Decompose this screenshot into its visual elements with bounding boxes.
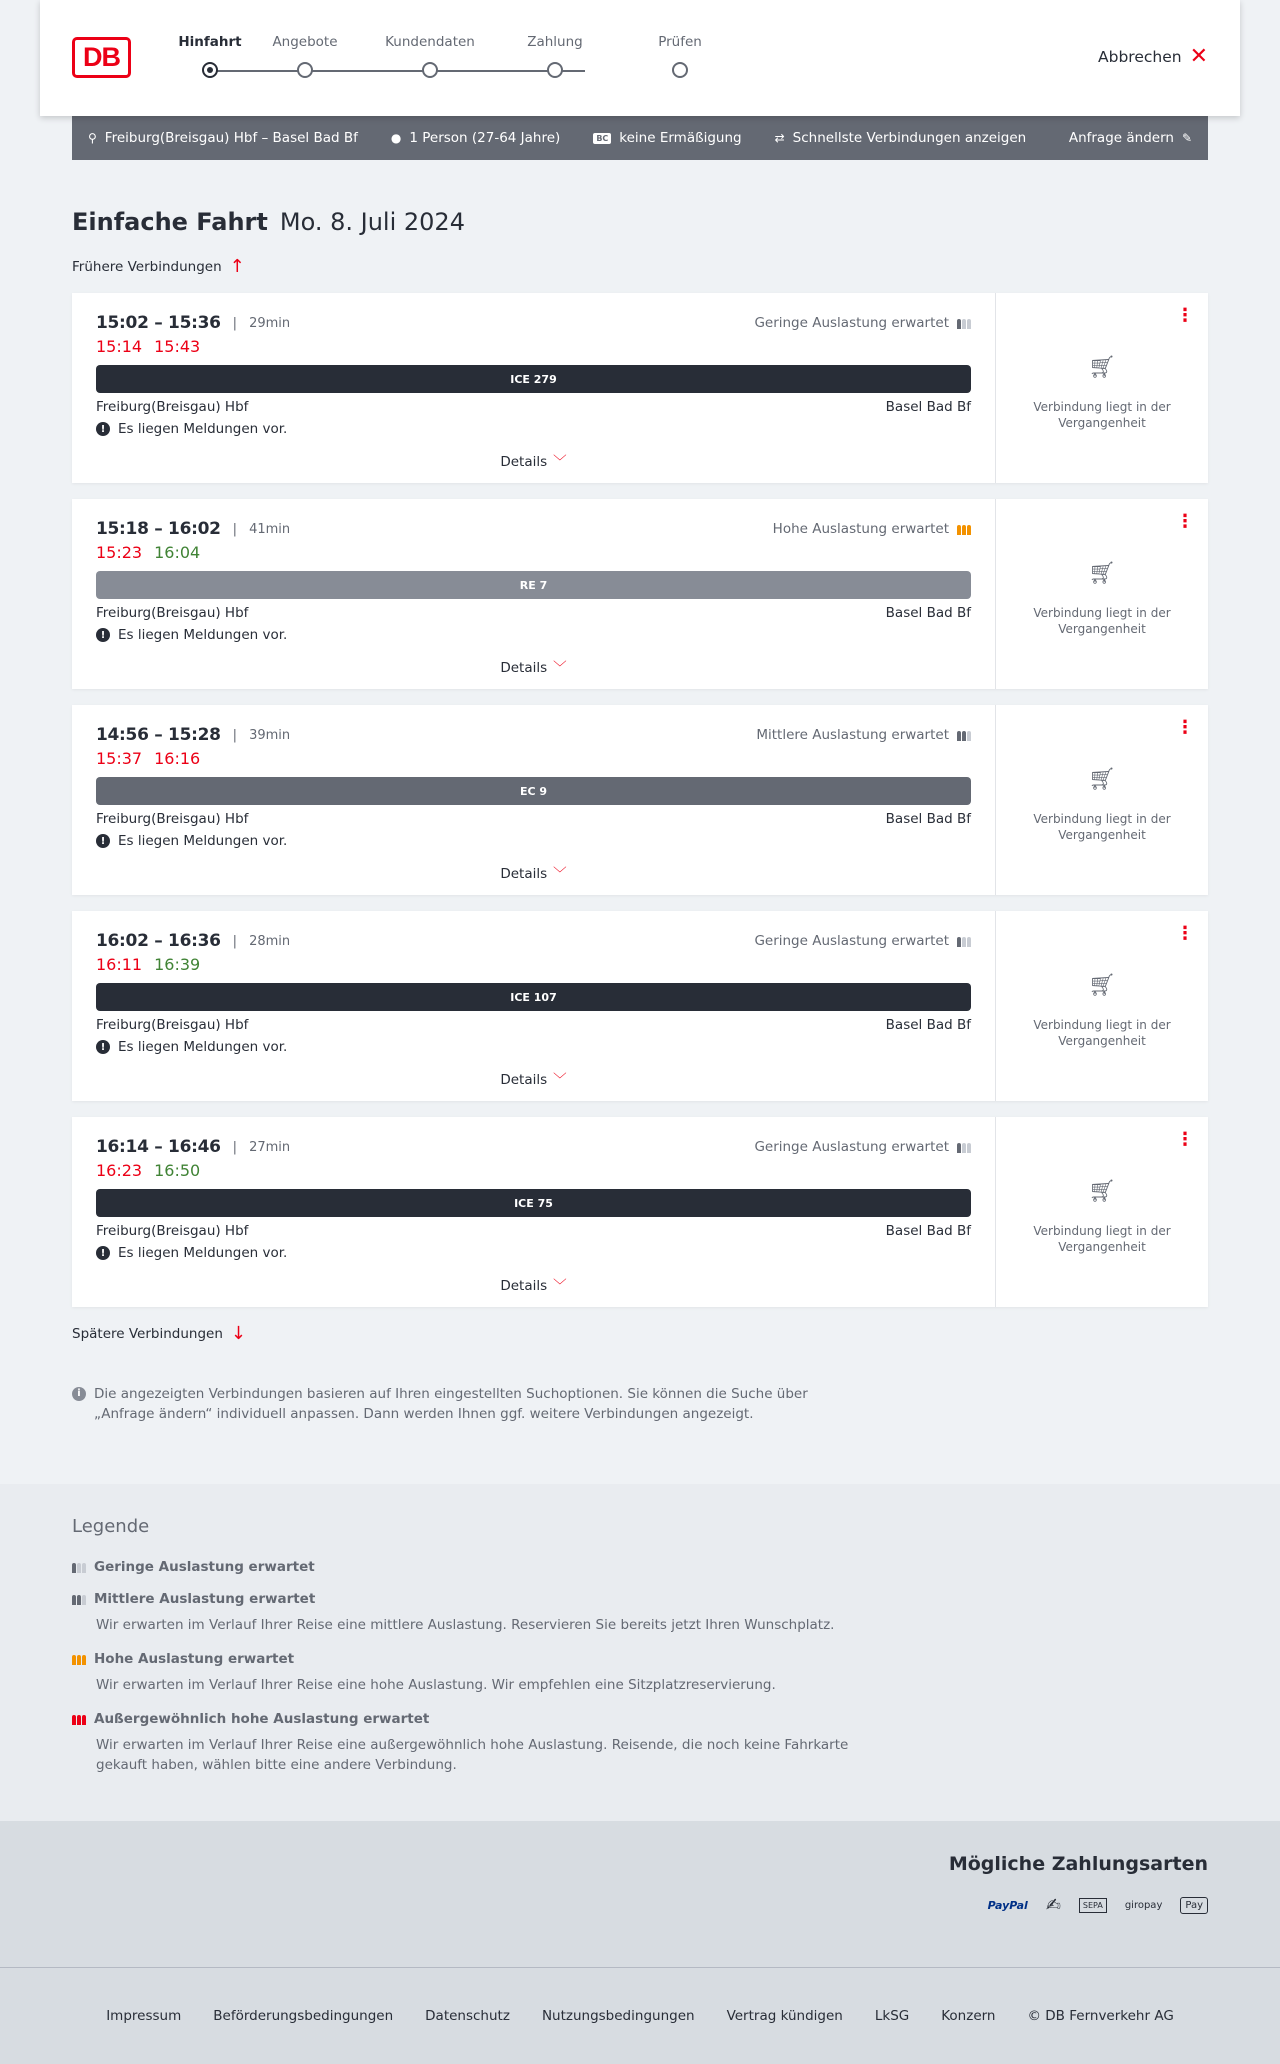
later-connections-link[interactable] <box>72 1323 1280 1344</box>
cancel-label: Abbrechen <box>1098 48 1182 66</box>
connection-main <box>72 293 996 483</box>
scheduled-times: 16:02 – 16:36 <box>96 931 221 951</box>
notice <box>96 1039 287 1055</box>
connection-offer <box>996 499 1208 689</box>
legend <box>0 1484 1280 1821</box>
earlier-connections-link[interactable] <box>72 256 1280 277</box>
footer-link-nutzungsbedingungen[interactable]: Nutzungsbedingungen <box>541 2008 695 2024</box>
fastest-text: Schnellste Verbindungen anzeigen <box>792 130 1027 146</box>
scheduled-times: 16:14 – 16:46 <box>96 1137 221 1157</box>
trip-type: Einfache Fahrt <box>72 208 268 236</box>
payment-icons <box>988 1895 1208 1916</box>
connection-times <box>96 931 290 951</box>
connection-offer <box>996 1117 1208 1307</box>
later-label: Spätere Verbindungen <box>72 1325 223 1342</box>
past-connection-text: Verbindung liegt in der Vergangenheit <box>1033 606 1171 636</box>
duration: 41min <box>249 521 291 537</box>
realtime-times <box>96 955 200 974</box>
medium-load-icon <box>72 1593 86 1605</box>
connection-main <box>72 1117 996 1307</box>
low-load-icon <box>72 1561 86 1573</box>
step-dot <box>547 62 563 78</box>
search-summary-bar <box>72 116 1208 160</box>
summary-fastest <box>775 130 1027 146</box>
departure-station: Freiburg(Breisgau) Hbf <box>96 1223 249 1239</box>
realtime-departure: 15:23 <box>96 543 143 562</box>
step-label: Hinfahrt <box>178 34 242 50</box>
past-connection-text: Verbindung liegt in der Vergangenheit <box>1033 1018 1171 1048</box>
warning-icon: ! <box>96 628 110 642</box>
more-options-icon[interactable]: ⋮ <box>1176 305 1194 326</box>
notice-text: Es liegen Meldungen vor. <box>118 1245 288 1261</box>
load-text: Hohe Auslastung erwartet <box>772 521 949 537</box>
realtime-times <box>96 337 200 356</box>
step-pruefen <box>630 34 730 54</box>
step-dot <box>672 62 688 78</box>
notice <box>96 1245 287 1261</box>
load-text: Geringe Auslastung erwartet <box>754 315 949 331</box>
legend-item-title: Außergewöhnlich hohe Auslastung erwartet <box>94 1711 430 1727</box>
arrival-station: Basel Bad Bf <box>885 605 971 621</box>
departure-station: Freiburg(Breisgau) Hbf <box>96 605 249 621</box>
step-label: Prüfen <box>658 34 702 50</box>
notice <box>96 833 287 849</box>
more-options-icon[interactable]: ⋮ <box>1176 717 1194 738</box>
duration: 39min <box>249 727 291 743</box>
step-label: Angebote <box>272 34 338 50</box>
realtime-times <box>96 543 200 562</box>
step-dot <box>297 62 313 78</box>
realtime-arrival: 16:50 <box>154 1161 201 1180</box>
load-indicator <box>754 1139 971 1155</box>
divider: | <box>232 933 238 949</box>
stepper-line <box>210 70 585 72</box>
notice <box>96 627 287 643</box>
legend-item-extreme <box>72 1711 1208 1775</box>
chevron-down-icon: ﹀ <box>553 1278 567 1294</box>
realtime-times <box>96 749 200 768</box>
header <box>40 0 1240 116</box>
high-load-icon <box>72 1653 86 1665</box>
step-hinfahrt <box>160 34 260 54</box>
connection-card <box>72 705 1208 895</box>
swap-icon: ⇄ <box>774 131 785 145</box>
connection-main <box>72 705 996 895</box>
low-load-icon <box>957 317 971 329</box>
chevron-down-icon: ﹀ <box>553 1072 567 1088</box>
high-load-icon <box>957 523 971 535</box>
realtime-arrival: 16:39 <box>154 955 201 974</box>
close-icon: ✕ <box>1189 44 1208 69</box>
warning-icon: ! <box>96 834 110 848</box>
low-load-icon <box>957 935 971 947</box>
cart-icon: 🛒︎ <box>1088 355 1116 380</box>
train-bar <box>96 1189 971 1217</box>
connection-offer <box>996 293 1208 483</box>
step-label: Zahlung <box>527 34 583 50</box>
past-connection-text: Verbindung liegt in der Vergangenheit <box>1033 812 1171 842</box>
passengers-text: 1 Person (27-64 Jahre) <box>409 130 561 146</box>
booking-stepper <box>160 34 702 84</box>
realtime-departure: 15:14 <box>96 337 143 356</box>
more-options-icon[interactable]: ⋮ <box>1176 923 1194 944</box>
sepa-icon: SEPA <box>1079 1898 1107 1913</box>
notice-text: Es liegen Meldungen vor. <box>118 833 288 849</box>
details-label: Details <box>500 866 548 882</box>
footer-link-impressum[interactable]: Impressum <box>106 2008 182 2024</box>
footer-copyright: © DB Fernverkehr AG <box>1027 2008 1174 2024</box>
bahncard-icon: BC <box>593 133 611 144</box>
cancel-button[interactable] <box>1098 44 1208 69</box>
extreme-load-icon <box>72 1713 86 1725</box>
search-info-note <box>72 1384 862 1424</box>
scheduled-times: 15:02 – 15:36 <box>96 313 221 333</box>
connection-card <box>72 293 1208 483</box>
details-label: Details <box>500 1072 548 1088</box>
departure-station: Freiburg(Breisgau) Hbf <box>96 811 249 827</box>
step-label: Kundendaten <box>385 34 475 50</box>
load-indicator <box>773 521 971 537</box>
legend-item-title: Mittlere Auslastung erwartet <box>94 1591 316 1607</box>
credit-card-icon: ✍ <box>1045 1895 1061 1916</box>
details-toggle[interactable] <box>72 656 995 676</box>
summary-discount <box>593 130 741 146</box>
notice-text: Es liegen Meldungen vor. <box>118 627 288 643</box>
step-dot <box>422 62 438 78</box>
realtime-arrival: 15:43 <box>154 337 201 356</box>
apple-pay-label: Pay <box>1185 1900 1203 1911</box>
load-indicator <box>754 315 971 331</box>
legend-item-title: Hohe Auslastung erwartet <box>94 1651 295 1667</box>
footer-link-vertrag-kuendigen[interactable]: Vertrag kündigen <box>726 2008 843 2024</box>
duration: 28min <box>249 933 291 949</box>
more-options-icon[interactable]: ⋮ <box>1176 1129 1194 1150</box>
past-connection-text: Verbindung liegt in der Vergangenheit <box>1033 400 1171 430</box>
edit-request-label: Anfrage ändern <box>1068 130 1174 146</box>
legend-item-low <box>72 1559 1208 1575</box>
arrival-station: Basel Bad Bf <box>885 399 971 415</box>
edit-request-button[interactable] <box>1069 130 1192 146</box>
cart-icon: 🛒︎ <box>1088 973 1116 998</box>
notice-text: Es liegen Meldungen vor. <box>118 421 288 437</box>
earlier-label: Frühere Verbindungen <box>72 258 222 275</box>
summary-route <box>88 130 358 146</box>
pencil-icon: ✎ <box>1181 131 1192 145</box>
step-angebote <box>255 34 355 54</box>
connection-offer <box>996 705 1208 895</box>
train-label: ICE 107 <box>510 990 557 1004</box>
details-toggle[interactable] <box>72 450 995 470</box>
location-pin-icon: ⚲ <box>88 131 97 145</box>
divider: | <box>232 727 238 743</box>
payment-title: Mögliche Zahlungsarten <box>948 1853 1208 1875</box>
train-label: ICE 279 <box>510 372 557 386</box>
legend-item-high <box>72 1651 1208 1695</box>
footer-link-lksg[interactable]: LkSG <box>874 2008 910 2024</box>
realtime-arrival: 16:16 <box>154 749 201 768</box>
realtime-departure: 16:23 <box>96 1161 143 1180</box>
step-zahlung <box>505 34 605 54</box>
footer-link-befoerderungsbedingungen[interactable]: Beförderungsbedingungen <box>213 2008 394 2024</box>
connection-offer <box>996 911 1208 1101</box>
connection-card <box>72 1117 1208 1307</box>
scheduled-times: 14:56 – 15:28 <box>96 725 221 745</box>
connection-card <box>72 499 1208 689</box>
legend-item-desc: Wir erwarten im Verlauf Ihrer Reise eine mittlere Auslastung. Reservieren Sie bereits jetzt Ihren Wunschplatz. <box>96 1617 835 1633</box>
arrival-station: Basel Bad Bf <box>885 811 971 827</box>
connection-main <box>72 911 996 1101</box>
step-dot-active <box>202 62 218 78</box>
departure-station: Freiburg(Breisgau) Hbf <box>96 1017 249 1033</box>
train-label: RE 7 <box>519 578 548 592</box>
cart-icon: 🛒︎ <box>1088 767 1116 792</box>
info-icon: i <box>72 1387 86 1401</box>
divider: | <box>232 315 238 331</box>
legend-title: Legende <box>72 1516 150 1537</box>
more-options-icon[interactable]: ⋮ <box>1176 511 1194 532</box>
connection-times <box>96 725 290 745</box>
train-bar <box>96 571 971 599</box>
divider: | <box>232 521 238 537</box>
realtime-departure: 15:37 <box>96 749 143 768</box>
realtime-departure: 16:11 <box>96 955 143 974</box>
payment-methods <box>0 1821 1280 1967</box>
person-icon: ● <box>390 131 402 145</box>
page-title <box>72 208 1208 236</box>
connection-list <box>72 293 1208 1307</box>
load-indicator <box>754 933 971 949</box>
step-kundendaten <box>380 34 480 54</box>
discount-text: keine Ermäßigung <box>619 130 742 146</box>
connection-main <box>72 499 996 689</box>
arrow-down-icon: ↓ <box>230 1323 246 1344</box>
legend-item-desc: Wir erwarten im Verlauf Ihrer Reise eine außergewöhnlich hohe Auslastung. Reisende, die noch keine Fahrkarte gekauft haben, wählen bitte eine andere Verbindung. <box>96 1737 849 1773</box>
chevron-down-icon: ﹀ <box>553 454 567 470</box>
cart-icon: 🛒︎ <box>1088 561 1116 586</box>
load-text: Geringe Auslastung erwartet <box>754 1139 949 1155</box>
arrival-station: Basel Bad Bf <box>885 1017 971 1033</box>
legend-item-desc: Wir erwarten im Verlauf Ihrer Reise eine hohe Auslastung. Wir empfehlen eine Sitzplatzreservierung. <box>96 1677 776 1693</box>
info-text: Die angezeigten Verbindungen basieren auf Ihren eingestellten Suchoptionen. Sie können die Suche über „Anfrage ändern“ individuell anpassen. Dann werden Ihnen ggf. weitere Verbindungen angezeigt. <box>94 1386 808 1422</box>
connection-times <box>96 313 290 333</box>
giropay-icon: giropay <box>1124 1900 1163 1911</box>
train-label: EC 9 <box>519 784 548 798</box>
scheduled-times: 15:18 – 16:02 <box>96 519 221 539</box>
apple-pay-icon <box>1180 1897 1208 1914</box>
departure-station: Freiburg(Breisgau) Hbf <box>96 399 249 415</box>
train-label: ICE 75 <box>514 1196 553 1210</box>
past-connection-text: Verbindung liegt in der Vergangenheit <box>1033 1224 1171 1254</box>
details-toggle[interactable] <box>72 1274 995 1294</box>
footer <box>0 1967 1280 2064</box>
footer-link-datenschutz[interactable]: Datenschutz <box>425 2008 510 2024</box>
medium-load-icon <box>957 729 971 741</box>
chevron-down-icon: ﹀ <box>553 866 567 882</box>
notice <box>96 421 287 437</box>
details-label: Details <box>500 660 548 676</box>
connection-times <box>96 1137 290 1157</box>
duration: 27min <box>249 1139 291 1155</box>
arrow-up-icon: ↑ <box>229 256 245 277</box>
legend-item-title: Geringe Auslastung erwartet <box>94 1559 315 1575</box>
connection-times <box>96 519 290 539</box>
details-label: Details <box>500 454 548 470</box>
load-indicator <box>756 727 971 743</box>
db-logo[interactable]: DB <box>72 37 131 78</box>
footer-link-konzern[interactable]: Konzern <box>941 2008 996 2024</box>
realtime-times <box>96 1161 200 1180</box>
train-bar <box>96 983 971 1011</box>
warning-icon: ! <box>96 1040 110 1054</box>
load-text: Mittlere Auslastung erwartet <box>756 727 949 743</box>
warning-icon: ! <box>96 422 110 436</box>
divider: | <box>232 1139 238 1155</box>
route-text: Freiburg(Breisgau) Hbf – Basel Bad Bf <box>104 130 358 146</box>
paypal-icon: PayPal <box>987 1899 1028 1912</box>
details-label: Details <box>500 1278 548 1294</box>
realtime-arrival: 16:04 <box>154 543 201 562</box>
details-toggle[interactable] <box>72 1068 995 1088</box>
notice-text: Es liegen Meldungen vor. <box>118 1039 288 1055</box>
trip-date: Mo. 8. Juli 2024 <box>279 208 465 236</box>
details-toggle[interactable] <box>72 862 995 882</box>
arrival-station: Basel Bad Bf <box>885 1223 971 1239</box>
duration: 29min <box>249 315 291 331</box>
low-load-icon <box>957 1141 971 1153</box>
train-bar <box>96 777 971 805</box>
load-text: Geringe Auslastung erwartet <box>754 933 949 949</box>
legend-item-medium <box>72 1591 1208 1635</box>
chevron-down-icon: ﹀ <box>553 660 567 676</box>
summary-passengers <box>391 130 560 146</box>
cart-icon: 🛒︎ <box>1088 1179 1116 1204</box>
warning-icon: ! <box>96 1246 110 1260</box>
connection-card <box>72 911 1208 1101</box>
train-bar <box>96 365 971 393</box>
